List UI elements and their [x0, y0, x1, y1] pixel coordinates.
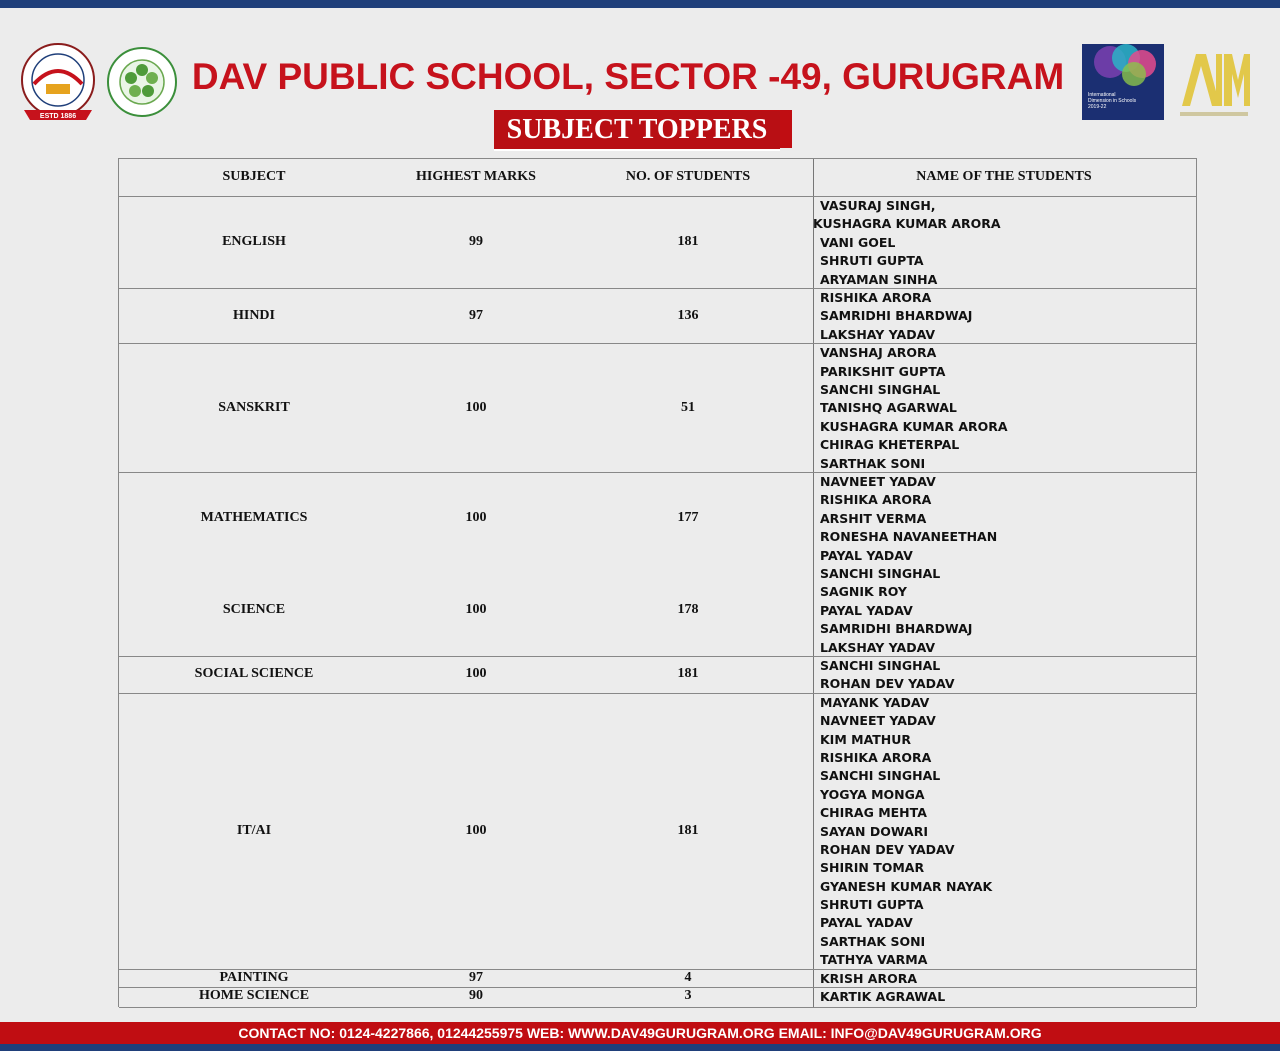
student-name: PAYAL YADAV — [820, 915, 913, 931]
student-name: ARYAMAN SINHA — [820, 271, 938, 287]
contact-footer: CONTACT NO: 0124-4227866, 01244255975 WEB: WWW.DAV49GURUGRAM.ORG EMAIL: INFO@DAV49GURUGRAM.ORG — [0, 1022, 1280, 1044]
subject-cell: SANSKRIT — [218, 399, 290, 415]
highest-marks-cell: 100 — [465, 602, 487, 617]
student-name: SHIRIN TOMAR — [820, 860, 925, 876]
dav-logo-estd: ESTD 1886 — [39, 113, 77, 120]
subject-cell: IT/AI — [236, 822, 272, 838]
student-name: VASURAJ SINGH, — [820, 198, 936, 213]
student-name: LAKSHAY YADAV — [820, 326, 936, 342]
student-name: SHRUTI GUPTA — [820, 897, 924, 913]
student-names-list — [820, 988, 945, 1006]
student-names-list — [820, 344, 1008, 473]
student-name: RISHIKA ARORA — [820, 492, 932, 508]
student-name: SAGNIK ROY — [820, 584, 907, 600]
header-name-of-students: NAME OF THE STUDENTS — [916, 169, 1092, 184]
student-name: RONESHA NAVANEETHAN — [820, 529, 998, 545]
dav-logo-icon — [12, 40, 104, 132]
student-name: NAVNEET YADAV — [820, 713, 936, 729]
student-name: PAYAL YADAV — [820, 602, 913, 618]
subject-cell: SOCIAL SCIENCE — [194, 666, 314, 682]
highest-marks-cell: 99 — [469, 234, 483, 249]
student-count-cell: 4 — [684, 970, 692, 985]
highest-marks-cell: 100 — [465, 399, 487, 415]
header-subject: SUBJECT — [222, 169, 286, 184]
header-no-of-students: NO. OF STUDENTS — [625, 169, 751, 184]
student-name: ROHAN DEV YADAV — [820, 676, 955, 692]
column-divider — [813, 159, 814, 1007]
student-name: CHIRAG KHETERPAL — [820, 437, 960, 453]
student-count-cell: 177 — [677, 510, 699, 525]
student-name: PAYAL YADAV — [820, 547, 913, 563]
student-names-list — [820, 565, 972, 657]
student-name: SANCHI SINGHAL — [820, 381, 941, 397]
highest-marks-cell: 100 — [465, 666, 487, 682]
student-name: KIM MATHUR — [820, 731, 912, 747]
student-count-cell: 136 — [677, 307, 699, 323]
student-name: NAVNEET YADAV — [820, 474, 936, 489]
subject-cell: SCIENCE — [222, 602, 286, 617]
header-highest-marks: HIGHEST MARKS — [416, 169, 536, 184]
highest-marks-cell: 100 — [465, 510, 487, 525]
school-title: DAV PUBLIC SCHOOL, SECTOR -49, GURUGRAM — [191, 56, 1065, 97]
highest-marks-cell: 100 — [465, 822, 487, 838]
subject-cell: HOME SCIENCE — [198, 988, 310, 1004]
student-count-cell: 181 — [677, 234, 699, 249]
student-name: VANI GOEL — [820, 234, 896, 250]
top-border — [0, 0, 1280, 8]
student-name: RISHIKA ARORA — [820, 749, 932, 765]
student-name: SANCHI SINGHAL — [820, 768, 941, 784]
student-name: PARIKSHIT GUPTA — [820, 363, 946, 379]
highest-marks-cell: 90 — [469, 988, 483, 1004]
bottom-border — [0, 1044, 1280, 1051]
student-name: TANISHQ AGARWAL — [820, 400, 957, 416]
green-schools-logo-icon — [104, 42, 180, 124]
row-divider — [119, 472, 1196, 473]
student-name: SARTHAK SONI — [820, 455, 926, 471]
student-name: SAMRIDHI BHARDWAJ — [820, 308, 973, 324]
student-name: SAYAN DOWARI — [820, 823, 929, 839]
student-count-cell: 181 — [677, 666, 699, 682]
student-name: SANCHI SINGHAL — [820, 658, 941, 673]
student-name: KRISH ARORA — [820, 970, 918, 986]
student-names-list — [813, 197, 1001, 289]
header-divider — [119, 196, 1196, 197]
student-name: GYANESH KUMAR NAYAK — [820, 878, 993, 894]
student-names-list — [820, 289, 972, 344]
student-name: ROHAN DEV YADAV — [820, 841, 955, 857]
student-count-cell: 3 — [684, 988, 692, 1004]
row-divider — [119, 288, 1196, 289]
subject-cell: HINDI — [232, 307, 275, 323]
student-count-cell: 178 — [677, 602, 699, 617]
student-name: KARTIK AGRAWAL — [820, 989, 946, 1005]
student-name: SHRUTI GUPTA — [820, 253, 924, 269]
highest-marks-cell: 97 — [469, 307, 483, 323]
toppers-table — [118, 158, 1197, 1007]
table-bottom-border — [119, 1007, 1196, 1008]
student-name: SANCHI SINGHAL — [820, 566, 941, 581]
row-divider — [119, 656, 1196, 657]
subtitle-banner — [494, 110, 792, 148]
student-names-list — [820, 970, 917, 988]
student-names-list — [820, 694, 992, 970]
student-name: KUSHAGRA KUMAR ARORA — [813, 216, 1001, 232]
international-dimension-logo-icon — [1082, 44, 1164, 120]
subtitle: SUBJECT TOPPERS — [494, 111, 780, 151]
student-count-cell: 51 — [681, 399, 695, 415]
ids-line-2: Dimension in Schools — [1088, 98, 1137, 104]
student-name: ARSHIT VERMA — [820, 510, 927, 526]
subject-cell: MATHEMATICS — [200, 510, 308, 525]
ids-line-3: 2019-22 — [1088, 104, 1107, 110]
student-name: YOGYA MONGA — [820, 786, 925, 802]
subject-cell: ENGLISH — [222, 234, 286, 249]
student-name: KUSHAGRA KUMAR ARORA — [820, 418, 1008, 434]
student-name: LAKSHAY YADAV — [820, 639, 936, 655]
row-divider — [119, 693, 1196, 694]
student-count-cell: 181 — [677, 822, 699, 838]
student-names-list — [820, 657, 955, 694]
highest-marks-cell: 97 — [469, 970, 483, 985]
subject-cell: PAINTING — [219, 970, 289, 985]
student-name: MAYANK YADAV — [820, 694, 930, 710]
header — [0, 8, 1280, 148]
row-divider — [119, 343, 1196, 344]
aim-logo-icon — [1176, 44, 1252, 122]
student-name: TATHYA VARMA — [820, 952, 928, 968]
student-name: SARTHAK SONI — [820, 933, 926, 949]
student-name: RISHIKA ARORA — [820, 290, 932, 305]
student-names-list — [820, 473, 997, 565]
student-name: SAMRIDHI BHARDWAJ — [820, 621, 973, 637]
ids-line-1: International — [1088, 92, 1116, 98]
student-name: CHIRAG MEHTA — [820, 805, 927, 821]
student-name: VANSHAJ ARORA — [820, 345, 937, 361]
